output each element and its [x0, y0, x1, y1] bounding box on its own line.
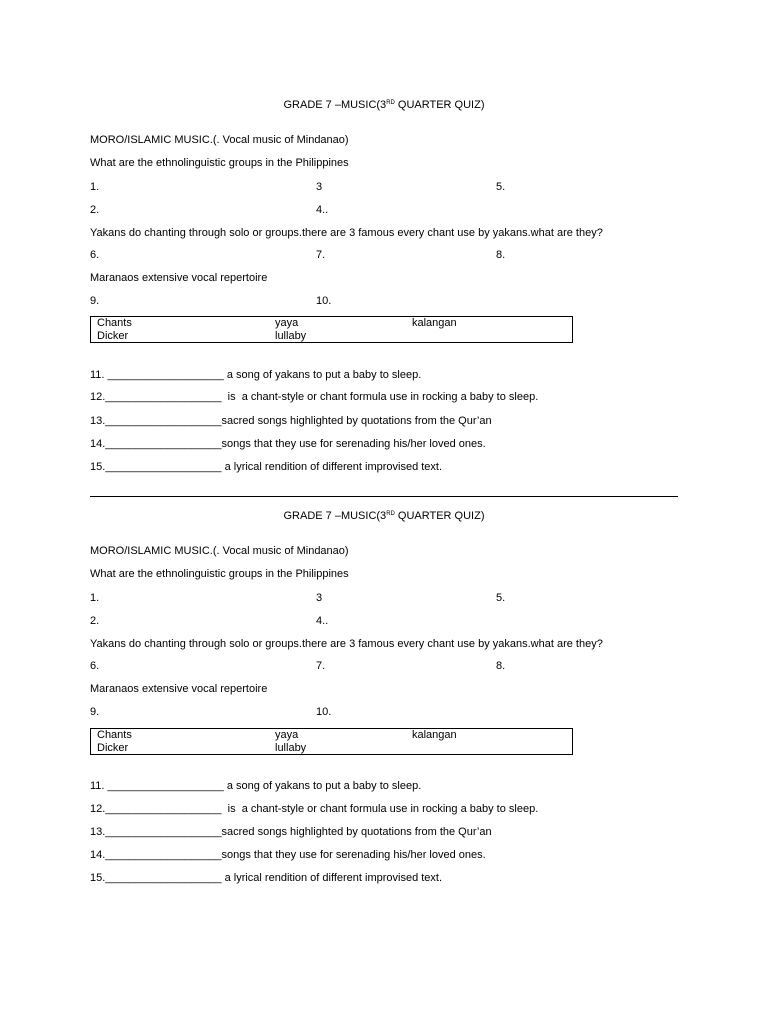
choice-yaya: yaya	[275, 729, 299, 741]
quiz-item-13: 13.___________________sacred songs highlighted by quotations from the Qur’an	[90, 415, 492, 427]
question-ethnolinguistic: What are the ethnolinguistic groups in the Philippines	[90, 157, 349, 169]
quiz-item-12: 12.___________________ is a chant-style or chant formula use in rocking a baby to sleep.	[90, 391, 539, 403]
quiz-title: GRADE 7 –MUSIC(3RD QUARTER QUIZ)	[283, 510, 485, 522]
answer-number-7: 7.	[316, 249, 326, 261]
answer-number-4: 4..	[316, 615, 329, 627]
choice-dicker: Dicker	[97, 330, 129, 342]
answer-number-1: 1.	[90, 181, 100, 193]
answer-number-8: 8.	[496, 660, 506, 672]
choice-yaya: yaya	[275, 317, 299, 329]
choices-box	[90, 316, 573, 343]
choice-lullaby: lullaby	[275, 330, 307, 342]
answer-number-1: 1.	[90, 592, 100, 604]
choice-chants: Chants	[97, 729, 132, 741]
question-maranaos: Maranaos extensive vocal repertoire	[90, 683, 268, 695]
quiz-item-14: 14.___________________songs that they use for serenading his/her loved ones.	[90, 438, 486, 450]
question-maranaos: Maranaos extensive vocal repertoire	[90, 272, 268, 284]
answer-number-7: 7.	[316, 660, 326, 672]
section-heading: MORO/ISLAMIC MUSIC.(. Vocal music of Mindanao)	[90, 134, 349, 146]
choice-lullaby: lullaby	[275, 742, 307, 754]
section-heading: MORO/ISLAMIC MUSIC.(. Vocal music of Mindanao)	[90, 545, 349, 557]
choice-kalangan: kalangan	[412, 317, 457, 329]
answer-number-3: 3	[316, 181, 323, 193]
question-ethnolinguistic: What are the ethnolinguistic groups in the Philippines	[90, 568, 349, 580]
quiz-item-13: 13.___________________sacred songs highlighted by quotations from the Qur’an	[90, 826, 492, 838]
quiz-title: GRADE 7 –MUSIC(3RD QUARTER QUIZ)	[283, 99, 485, 111]
quiz-item-14: 14.___________________songs that they use for serenading his/her loved ones.	[90, 849, 486, 861]
answer-number-2: 2.	[90, 204, 100, 216]
answer-number-6: 6.	[90, 660, 100, 672]
answer-number-9: 9.	[90, 706, 100, 718]
answer-number-5: 5.	[496, 592, 506, 604]
answer-number-10: 10.	[316, 295, 332, 307]
quiz-item-15: 15.___________________ a lyrical rendition of different improvised text.	[90, 872, 443, 884]
quiz-item-11: 11. ___________________ a song of yakans to put a baby to sleep.	[90, 369, 422, 381]
question-yakans: Yakans do chanting through solo or groups.there are 3 famous every chant use by yakans.what are they?	[90, 638, 603, 650]
choice-dicker: Dicker	[97, 742, 129, 754]
question-yakans: Yakans do chanting through solo or groups.there are 3 famous every chant use by yakans.what are they?	[90, 227, 603, 239]
choice-chants: Chants	[97, 317, 132, 329]
answer-number-10: 10.	[316, 706, 332, 718]
quiz-item-12: 12.___________________ is a chant-style or chant formula use in rocking a baby to sleep.	[90, 803, 539, 815]
choices-box	[90, 728, 573, 755]
answer-number-6: 6.	[90, 249, 100, 261]
answer-number-9: 9.	[90, 295, 100, 307]
quiz-item-15: 15.___________________ a lyrical rendition of different improvised text.	[90, 461, 443, 473]
answer-number-2: 2.	[90, 615, 100, 627]
quiz-item-11: 11. ___________________ a song of yakans to put a baby to sleep.	[90, 780, 422, 792]
answer-number-5: 5.	[496, 181, 506, 193]
answer-number-4: 4..	[316, 204, 329, 216]
choice-kalangan: kalangan	[412, 729, 457, 741]
answer-number-8: 8.	[496, 249, 506, 261]
page-divider	[90, 496, 678, 497]
answer-number-3: 3	[316, 592, 323, 604]
